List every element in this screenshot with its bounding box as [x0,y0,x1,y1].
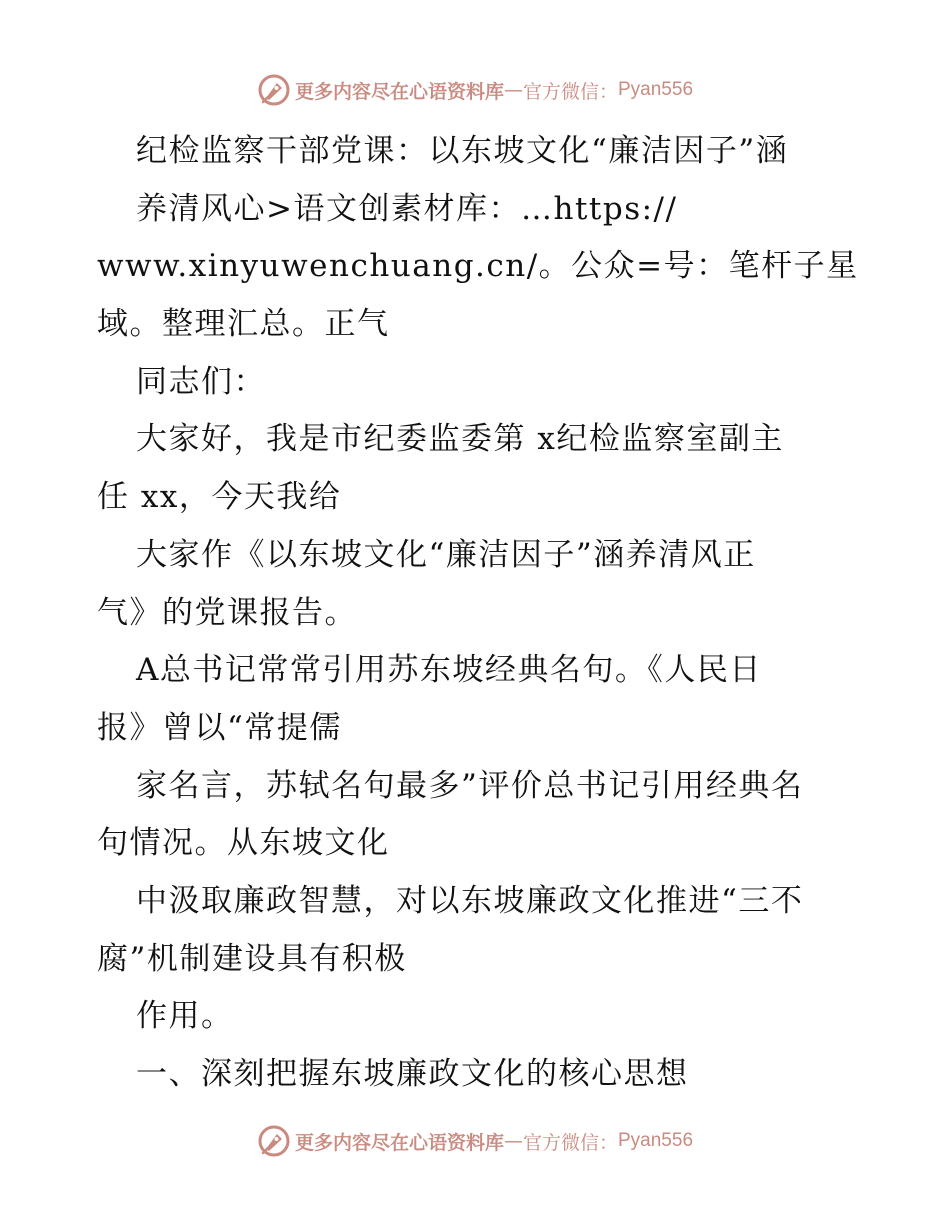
paragraph-line: 作用。 [136,998,234,1035]
paragraph-line: 大家作《以东坡文化“廉洁因子”涵养清风正 [136,536,756,573]
watermark-wechat-label: 官方微信： [522,80,618,103]
watermark-wechat-id: Pyan556 [618,79,694,100]
section-heading: 一、深刻把握东坡廉政文化的核心思想 [136,1056,689,1092]
paragraph-line: A总书记常常引用苏东坡经典名句。《人民日 [136,652,762,689]
paragraph-line: 报》曾以“常提儒 [97,709,342,746]
watermark-wechat-label: 官方微信： [522,1131,618,1154]
header-watermark [0,70,950,110]
paragraph-line: 腐”机制建设具有积极 [97,940,407,977]
salutation: 同志们： [136,363,266,400]
watermark-dash: — [503,1130,523,1152]
watermark-site-text: 更多内容尽在心语资料库 [294,80,504,103]
title-line-1: 纪检监察干部党课：以东坡文化“廉洁因子”涵 [136,133,789,169]
watermark-dash: — [503,79,523,101]
watermark-site-text: 更多内容尽在心语资料库 [294,1131,504,1154]
footer-watermark [0,1121,950,1161]
document-body [97,123,867,1104]
title-line-4: 域。整理汇总。正气 [97,306,390,343]
pen-nib-logo-icon [257,1124,291,1158]
paragraph-line: 句情况。从东坡文化 [97,825,390,862]
paragraph-line: 气》的党课报告。 [97,594,357,631]
title-line-3: www.xinyuwenchuang.cn/。公众=号：笔杆子星 [97,248,859,285]
pen-nib-logo-icon [257,73,291,107]
paragraph-line: 家名言，苏轼名句最多”评价总书记引用经典名 [136,767,804,804]
paragraph-line: 中汲取廉政智慧，对以东坡廉政文化推进“三不 [136,882,804,919]
paragraph-line: 大家好，我是市纪委监委第 x纪检监察室副主 [136,421,784,458]
paragraph-line: 任 xx，今天我给 [97,479,342,516]
watermark-wechat-id: Pyan556 [618,1130,694,1151]
title-line-2: 养清风心>语文创素材库：…https:// [136,190,678,227]
